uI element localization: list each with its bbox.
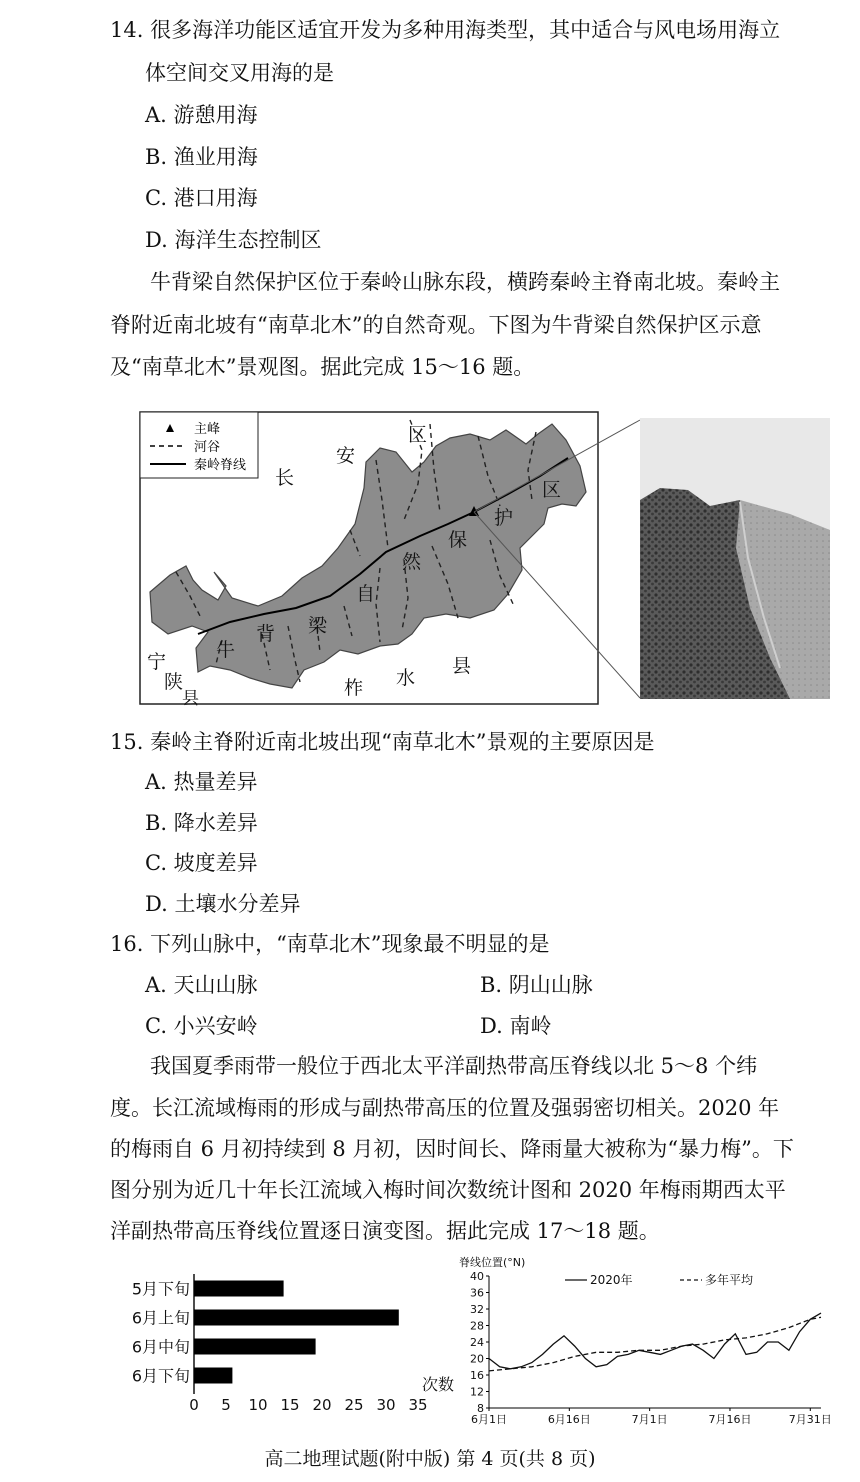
- q16-stem: 16. 下列山脉中，“南草北木”现象最不明显的是: [110, 932, 550, 956]
- q14-stem-line1: 14. 很多海洋功能区适宜开发为多种用海类型，其中适合与风电场用海立: [110, 18, 781, 42]
- bar-x-tick-label: 30: [376, 1396, 396, 1414]
- legend-peak-label: 主峰: [194, 422, 221, 437]
- line-y-tick-label: 16: [470, 1369, 484, 1382]
- landscape-photo: [640, 418, 830, 699]
- map-label-bao: 保: [448, 529, 468, 551]
- line-legend-label: 2020年: [590, 1273, 633, 1287]
- ridge-position-line-chart: [455, 1254, 835, 1434]
- legend-valley-label: 河谷: [194, 440, 221, 455]
- line-x-tick-label: 6月1日: [471, 1413, 507, 1426]
- map-label-ran: 然: [402, 551, 422, 573]
- q15-option-d: D. 土壤水分差异: [145, 892, 301, 916]
- q16-option-b: B. 阴山山脉: [480, 973, 593, 997]
- q14-option-a: A. 游憩用海: [145, 103, 258, 127]
- page-footer: 高二地理试题(附中版) 第 4 页(共 8 页): [264, 1448, 596, 1470]
- bar: [194, 1281, 284, 1297]
- passage2-line4: 图分别为近几十年长江流域入梅时间次数统计图和 2020 年梅雨期西太平: [110, 1178, 786, 1202]
- map-label-bei: 背: [256, 623, 276, 645]
- q15-stem: 15. 秦岭主脊附近南北坡出现“南草北木”景观的主要原因是: [110, 730, 655, 754]
- map-label-qu2: 区: [542, 479, 562, 501]
- q14-option-d: D. 海洋生态控制区: [145, 228, 322, 252]
- map-label-zha: 柞: [344, 677, 364, 699]
- bar-x-tick-label: 5: [221, 1396, 231, 1414]
- passage1-line1: 牛背梁自然保护区位于秦岭山脉东段，横跨秦岭主脊南北坡。秦岭主: [150, 270, 780, 294]
- line-y-tick-label: 8: [477, 1402, 484, 1415]
- line-x-tick-label: 7月31日: [788, 1413, 832, 1426]
- map-label-chang: 长: [275, 467, 295, 489]
- bar-category-label: 6月中旬: [131, 1337, 190, 1357]
- bar-x-tick-label: 25: [344, 1396, 364, 1414]
- line-series-2020: [489, 1313, 821, 1369]
- map-label-an: 安: [336, 445, 356, 467]
- legend-ridge-label: 秦岭脊线: [194, 458, 247, 473]
- q16-option-a: A. 天山山脉: [145, 973, 258, 997]
- q15-option-c: C. 坡度差异: [145, 851, 258, 875]
- meiyu-onset-bar-chart: [110, 1262, 460, 1422]
- bar-x-axis-label: 次数: [422, 1375, 455, 1394]
- q15-option-b: B. 降水差异: [145, 811, 258, 835]
- q16-option-d: D. 南岭: [480, 1014, 552, 1038]
- line-y-axis-label: 脊线位置(°N): [459, 1256, 526, 1269]
- bar-x-tick-label: 10: [248, 1396, 268, 1414]
- map-label-niu: 牛: [216, 639, 236, 661]
- map-label-shui: 水: [396, 667, 416, 689]
- q15-option-a: A. 热量差异: [145, 770, 258, 794]
- bar-category-label: 6月下旬: [131, 1366, 190, 1386]
- map-label-xian1: 县: [182, 689, 199, 709]
- passage1-line2: 脊附近南北坡有“南草北木”的自然奇观。下图为牛背梁自然保护区示意: [110, 313, 762, 337]
- map-label-ning: 宁: [147, 651, 167, 673]
- bar-x-tick-label: 35: [408, 1396, 428, 1414]
- q14-option-c: C. 港口用海: [145, 186, 258, 210]
- q14-option-b: B. 渔业用海: [145, 145, 258, 169]
- line-y-tick-label: 12: [470, 1385, 484, 1399]
- bar-x-tick-label: 15: [280, 1396, 300, 1414]
- bar: [194, 1339, 316, 1355]
- passage2-line2: 度。长江流域梅雨的形成与副热带高压的位置及强弱密切相关。2020 年: [110, 1096, 780, 1120]
- line-x-tick-label: 6月16日: [547, 1413, 591, 1426]
- bar-category-label: 5月下旬: [131, 1279, 190, 1299]
- line-y-tick-label: 28: [470, 1319, 484, 1333]
- passage1-line3: 及“南草北木”景观图。据此完成 15～16 题。: [110, 355, 535, 379]
- line-legend-label: 多年平均: [705, 1273, 754, 1287]
- passage2-line3: 的梅雨自 6 月初持续到 8 月初，因时间长、降雨量大被称为“暴力梅”。下: [110, 1137, 794, 1161]
- bar-x-tick-label: 20: [312, 1396, 332, 1414]
- bar: [194, 1368, 232, 1384]
- map-label-shan: 陕: [164, 671, 184, 693]
- map-label-xian2: 县: [452, 655, 472, 677]
- line-x-tick-label: 7月16日: [708, 1413, 752, 1426]
- bar-category-label: 6月上旬: [131, 1308, 190, 1328]
- map-label-zi: 自: [356, 583, 376, 605]
- map-label-qu1: 区: [408, 424, 428, 446]
- line-y-tick-label: 40: [470, 1270, 484, 1283]
- line-y-tick-label: 36: [470, 1286, 484, 1300]
- line-series-average: [489, 1317, 821, 1371]
- line-y-tick-label: 32: [470, 1303, 484, 1316]
- passage2-line5: 洋副热带高压脊线位置逐日演变图。据此完成 17～18 题。: [110, 1219, 660, 1243]
- bar-x-tick-label: 0: [189, 1396, 199, 1414]
- line-y-tick-label: 20: [470, 1352, 484, 1366]
- line-y-tick-label: 24: [470, 1336, 484, 1349]
- q14-stem-line2: 体空间交叉用海的是: [145, 61, 334, 85]
- map-label-hu: 护: [494, 507, 514, 529]
- line-x-tick-label: 7月1日: [631, 1413, 668, 1426]
- q16-option-c: C. 小兴安岭: [145, 1014, 258, 1038]
- bar: [194, 1310, 399, 1326]
- map-label-liang: 梁: [308, 615, 328, 637]
- passage2-line1: 我国夏季雨带一般位于西北太平洋副热带高压脊线以北 5～8 个纬: [150, 1054, 758, 1078]
